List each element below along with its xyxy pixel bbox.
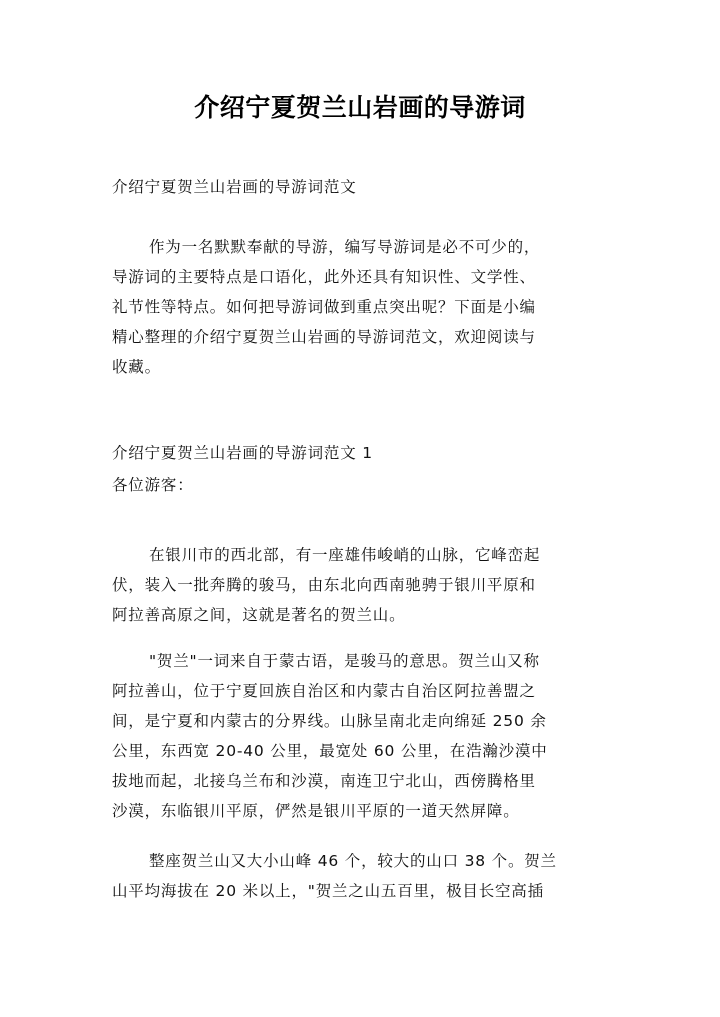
intro-paragraph bbox=[112, 232, 612, 382]
paragraph-line: 间，是宁夏和内蒙古的分界线。山脉呈南北走向绵延 250 余 bbox=[112, 712, 547, 730]
intro-line: 导游词的主要特点是口语化，此外还具有知识性、文学性、 bbox=[112, 268, 536, 286]
paragraph-1 bbox=[112, 540, 612, 630]
intro-line: 精心整理的介绍宁夏贺兰山岩画的导游词范文，欢迎阅读与 bbox=[112, 328, 536, 346]
intro-line: 礼节性等特点。如何把导游词做到重点突出呢？下面是小编 bbox=[112, 298, 536, 316]
paragraph-line: 沙漠，东临银川平原，俨然是银川平原的一道天然屏障。 bbox=[112, 802, 520, 820]
greeting: 各位游客： bbox=[112, 476, 194, 494]
subtitle: 介绍宁夏贺兰山岩画的导游词范文 bbox=[112, 178, 357, 196]
paragraph-line: 伏，装入一批奔腾的骏马，由东北向西南驰骋于银川平原和 bbox=[112, 576, 536, 594]
intro-line: 收藏。 bbox=[112, 358, 161, 376]
paragraph-line: "贺兰"一词来自于蒙古语，是骏马的意思。贺兰山又称 bbox=[149, 652, 540, 670]
paragraph-line: 整座贺兰山又大小山峰 46 个，较大的山口 38 个。贺兰 bbox=[149, 852, 557, 870]
paragraph-line: 阿拉善山，位于宁夏回族自治区和内蒙古自治区阿拉善盟之 bbox=[112, 682, 536, 700]
paragraph-line: 山平均海拔在 20 米以上，"贺兰之山五百里，极目长空高插 bbox=[112, 882, 544, 900]
paragraph-line: 公里，东西宽 20-40 公里，最宽处 60 公里，在浩瀚沙漠中 bbox=[112, 742, 548, 760]
paragraph-line: 阿拉善高原之间，这就是著名的贺兰山。 bbox=[112, 606, 406, 624]
paragraph-3 bbox=[112, 846, 612, 906]
section-heading: 介绍宁夏贺兰山岩画的导游词范文 1 bbox=[112, 444, 373, 462]
paragraph-line: 拔地而起，北接乌兰布和沙漠，南连卫宁北山，西傍腾格里 bbox=[112, 772, 536, 790]
paragraph-line: 在银川市的西北部，有一座雄伟峻峭的山脉，它峰峦起 bbox=[149, 546, 541, 564]
intro-line: 作为一名默默奉献的导游，编写导游词是必不可少的， bbox=[149, 238, 541, 256]
paragraph-2 bbox=[112, 646, 612, 826]
document-title: 介绍宁夏贺兰山岩画的导游词 bbox=[194, 93, 526, 122]
